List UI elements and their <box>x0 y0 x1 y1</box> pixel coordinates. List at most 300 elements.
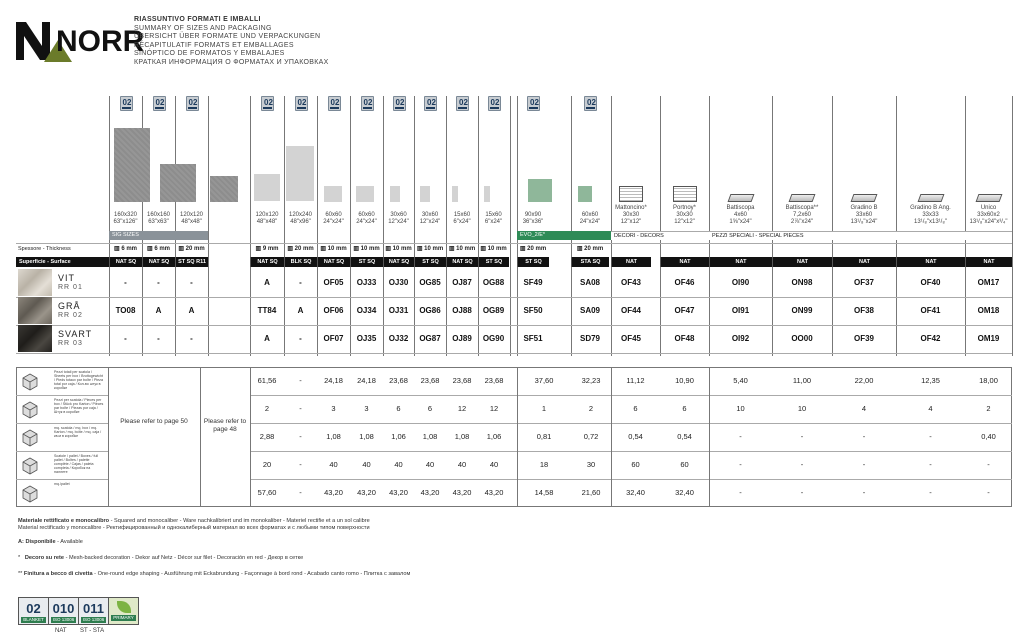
cert-small: BLANKET <box>21 617 46 623</box>
size-mm: 60x60 <box>358 212 375 218</box>
thickness-value: ▥ 20 mm <box>576 246 604 252</box>
packaging-value: 43,20 <box>389 488 408 497</box>
packaging-value: - <box>929 460 932 469</box>
size-mm: 90x90 <box>524 212 542 218</box>
rect-bold: Materiale rettificato e monocalibro <box>18 518 110 524</box>
cert-big: 010 <box>52 601 75 616</box>
product-code: SF49 <box>523 278 543 287</box>
package-icon <box>20 427 40 447</box>
thickness-value: ▥ 10 mm <box>480 246 507 252</box>
packaging-value: 60 <box>631 460 640 469</box>
avail-text: - Available <box>55 539 83 545</box>
cert-badge-icon <box>108 597 139 625</box>
refer-note: Please refer to page 48 <box>203 418 247 433</box>
packaging-value: - <box>929 488 932 497</box>
size-inch: 24"x24" <box>579 219 601 225</box>
product-code: OF37 <box>853 278 874 287</box>
band-pezzi: PEZZI SPECIALI - SPECIAL PIECES <box>709 231 1012 240</box>
size-mm: 33x60 <box>855 212 873 218</box>
surface-value: NAT <box>896 257 965 267</box>
cert-small: ISO 13006 <box>52 617 75 622</box>
packaging-value: 0,54 <box>628 432 643 441</box>
product-code: ON99 <box>791 306 813 315</box>
thickness-value: ▥ 10 mm <box>385 246 412 252</box>
product-code: OM18 <box>977 306 1000 315</box>
finitura-bold: Finitura a becco di civetta <box>23 571 93 577</box>
size-inch: 12"x12" <box>620 219 642 225</box>
material-badge-icon: 02 <box>527 96 540 111</box>
product-code: OG87 <box>419 334 441 343</box>
size-label <box>611 205 651 226</box>
surface-value: NAT <box>660 257 709 267</box>
product-code: OO00 <box>791 334 813 343</box>
size-inch: 12"x12" <box>674 219 695 225</box>
material-badge-icon: 02 <box>153 96 166 111</box>
packaging-value: 4 <box>861 404 867 413</box>
thickness-value: ▥ 10 mm <box>353 246 380 252</box>
size-inch: 6"x24" <box>484 219 503 225</box>
packaging-value: - <box>299 460 302 469</box>
cert-big: 02 <box>26 601 41 616</box>
decoro-bold: Decoro su rete <box>24 555 65 561</box>
size-label <box>709 205 772 226</box>
size-inch: 13¹/₈"x24" <box>850 219 878 225</box>
packaging-value: 2 <box>588 404 594 413</box>
refer-note: Please refer to page 50 <box>120 418 188 425</box>
colour-code: RR 02 <box>58 312 83 319</box>
packaging-value: 40 <box>489 460 499 469</box>
size-inch: 2⅞"x24" <box>790 219 814 225</box>
size-label <box>896 205 965 226</box>
material-badge-icon: 02 <box>393 96 406 111</box>
size-label <box>965 205 1012 226</box>
packaging-value: - <box>987 460 990 469</box>
packaging-value: 10 <box>797 404 807 413</box>
size-mm: 120x120 <box>179 212 204 218</box>
stone-swatch <box>18 297 52 324</box>
column-divider <box>108 367 109 507</box>
piece-icon <box>851 194 878 202</box>
package-icon <box>20 371 40 391</box>
packaging-value: 30 <box>586 460 596 469</box>
title-line: RÉCAPITULATIF FORMATS ET EMBALLAGES <box>134 41 294 49</box>
product-code: - <box>157 334 160 343</box>
packaging-value: 1,06 <box>486 432 502 441</box>
piece-name: Portnoy* <box>672 205 696 211</box>
packaging-value: 2 <box>986 404 991 413</box>
product-code: OJ88 <box>452 306 472 315</box>
colour-name: SVART <box>58 329 93 339</box>
packaging-value: 20 <box>262 460 272 469</box>
surface-value: STA SQ <box>571 257 609 267</box>
row-divider <box>16 479 108 480</box>
packaging-label: mq./pallet <box>54 482 70 486</box>
rect-text: - Squared and monocaliber - Ware nachkalibriert und im monokaliber - Materiel rectifie et a un sol calibre <box>109 518 370 524</box>
packaging-label: Pezzi per scatola / Pieces per box / Stück pro Karton / Pièces par boîte / Piezas por caja / Штук в коробке <box>54 398 104 414</box>
size-swatch <box>452 186 458 202</box>
product-code: - <box>124 278 127 287</box>
cert-small: ISO 13006 <box>82 617 105 622</box>
product-code: A <box>297 306 304 315</box>
size-inch: 13¹/₈"x24"x³/₄" <box>969 219 1008 225</box>
packaging-value: 12 <box>457 404 467 413</box>
material-badge-icon: 02 <box>186 96 199 111</box>
packaging-value: 10 <box>736 404 745 413</box>
thickness-label: Spessore - Thickness <box>18 246 71 252</box>
size-label <box>478 212 509 226</box>
packaging-label: Pezzi totali per scatola / Sheets per box / Bruttogewicht / Pieds totaux par boîte / Pieza total por caja / Кол-во штук в коробке <box>54 370 103 390</box>
packaging-value: - <box>299 404 302 413</box>
packaging-value: - <box>987 488 990 497</box>
surface-value: NAT SQ <box>446 257 478 267</box>
size-mm: 30x30 <box>676 212 693 218</box>
product-code: OF07 <box>323 334 344 343</box>
cert-big: 011 <box>83 601 104 616</box>
packaging-value: 1,08 <box>454 432 470 441</box>
package-icon <box>20 399 40 419</box>
product-code: OF43 <box>620 278 641 287</box>
packaging-label: Scatole / pallet / Boxes / full pallet / Boîtes / palette complète / Cajas / paleta completa / Коробок на паллете <box>54 454 99 474</box>
packaging-value: 3 <box>364 404 369 413</box>
size-inch: 6"x24" <box>453 219 471 225</box>
surface-value: NAT SQ <box>383 257 414 267</box>
product-code: OF40 <box>920 278 941 287</box>
size-mm: 120x240 <box>288 212 313 218</box>
column-divider <box>611 367 612 507</box>
surface-value: NAT SQ <box>250 257 284 267</box>
product-code: OF45 <box>620 334 641 343</box>
surface-value: ST SQ <box>350 257 383 267</box>
colour-code: RR 01 <box>58 284 83 291</box>
cert-badge-icon <box>48 597 79 625</box>
piece-icon <box>975 194 1002 202</box>
product-code: OF48 <box>674 334 695 343</box>
packaging-value: 22,00 <box>854 376 874 385</box>
packaging-value: - <box>739 460 742 469</box>
band-evo: EVO_2/E* <box>517 231 611 240</box>
packaging-value: 4 <box>928 404 933 413</box>
size-mm: 15x60 <box>485 212 502 218</box>
thickness-value: ▥ 9 mm <box>255 246 279 252</box>
size-inch: 63"x63" <box>148 219 169 225</box>
size-swatch <box>390 186 400 202</box>
cert-label-nat: NAT <box>55 628 67 634</box>
product-code: - <box>190 334 193 343</box>
piece-icon <box>727 194 754 202</box>
size-swatch <box>286 146 314 201</box>
packaging-value: 23,68 <box>389 376 408 385</box>
stone-swatch <box>18 325 52 352</box>
size-swatch <box>210 176 238 202</box>
finitura-text: - One-round edge shaping - Ausführung mit Eckabrundung - Façonnage à bord rond - Acabado canto romo - Плитка с завалом <box>92 571 411 577</box>
thickness-value: ▥ 20 mm <box>178 246 205 252</box>
colour-name: GRÅ <box>58 301 81 311</box>
thickness-value: ▥ 10 mm <box>448 246 476 252</box>
package-icon <box>20 483 40 503</box>
row-divider <box>16 451 108 452</box>
surface-value: NAT <box>772 257 832 267</box>
leaf-icon <box>117 601 131 613</box>
title-line: SINÓPTICO DE FORMATOS Y EMBALAJES <box>134 50 285 58</box>
packaging-value: 43,20 <box>357 488 376 497</box>
thickness-value: ▥ 20 mm <box>519 246 547 252</box>
product-code: SF50 <box>523 306 543 315</box>
product-code: ON98 <box>791 278 813 287</box>
packaging-value: - <box>862 432 866 441</box>
size-label <box>517 212 549 226</box>
material-badge-icon: 02 <box>328 96 341 111</box>
product-code: OJ89 <box>452 334 472 343</box>
packaging-value: - <box>862 488 866 497</box>
product-code: OF38 <box>853 306 874 315</box>
product-code: A <box>264 334 270 343</box>
size-swatch <box>484 186 490 202</box>
avail-bold: A: Disponibile <box>18 539 56 545</box>
size-mm: 120x120 <box>255 212 279 218</box>
size-mm: 30x60 <box>390 212 407 218</box>
size-label <box>383 212 414 226</box>
piece-icon <box>673 186 697 202</box>
packaging-value: 43,20 <box>420 488 440 497</box>
product-code: OI91 <box>731 306 750 315</box>
size-inch: 63"x126" <box>113 219 138 225</box>
piece-name: Unico <box>980 205 997 211</box>
packaging-value: 18,00 <box>979 376 998 385</box>
product-code: OJ34 <box>356 306 377 315</box>
product-code: OM17 <box>977 278 1000 287</box>
thickness-value: ▥ 10 mm <box>416 246 444 252</box>
size-swatch <box>114 128 150 202</box>
product-code: - <box>299 334 302 343</box>
size-swatch <box>160 164 196 202</box>
size-inch: 12"x24" <box>419 219 441 225</box>
piece-icon <box>789 194 816 202</box>
packaging-value: 10,90 <box>675 376 694 385</box>
packaging-value: - <box>299 432 302 441</box>
size-swatch <box>324 186 342 202</box>
product-code: OF46 <box>674 278 695 287</box>
product-code: A <box>155 306 162 315</box>
packaging-value: 5,40 <box>733 376 748 385</box>
row-divider <box>16 423 108 424</box>
packaging-value: 14,58 <box>534 488 554 497</box>
packaging-value: 6 <box>396 404 401 413</box>
size-label <box>175 212 208 226</box>
product-code: OJ35 <box>356 334 377 343</box>
packaging-value: 1,08 <box>422 432 438 441</box>
piece-name: Battiscopa** <box>785 205 819 211</box>
product-code: OF06 <box>323 306 344 315</box>
title-line: SUMMARY OF SIZES AND PACKAGING <box>134 24 272 32</box>
packaging-value: 40 <box>329 460 338 469</box>
packaging-value: - <box>800 460 804 469</box>
packaging-label: mq. scatola / mq. box / mq. Karton / mq. boîte / mq. caja / кв.м в коробке <box>54 426 102 438</box>
size-label <box>109 212 142 226</box>
product-code: OJ32 <box>388 334 409 343</box>
size-mm: 33x60x2 <box>977 212 1000 218</box>
product-code: OI90 <box>731 278 750 287</box>
packaging-value: 18 <box>539 460 549 469</box>
size-inch: 24"x24" <box>323 219 344 225</box>
surface-value: ST SQ <box>414 257 446 267</box>
product-code: A <box>188 306 195 315</box>
product-code: OM19 <box>977 334 1000 343</box>
size-inch: 48"x48" <box>256 219 278 225</box>
size-label <box>250 212 284 226</box>
product-code: OF42 <box>920 334 941 343</box>
product-code: OG85 <box>419 278 441 287</box>
package-icon <box>20 455 40 475</box>
size-mm: 60x60 <box>325 212 342 218</box>
size-swatch <box>254 174 280 201</box>
surface-value: ST SQ R11 <box>175 257 208 267</box>
size-swatch <box>578 186 592 202</box>
surface-value: NAT <box>832 257 896 267</box>
product-code: - <box>299 278 302 287</box>
product-code: - <box>157 278 160 287</box>
thickness-value: ▥ 20 mm <box>287 246 314 252</box>
material-badge-icon: 02 <box>424 96 437 111</box>
column-divider <box>200 367 201 507</box>
surface-value: NAT SQ <box>142 257 175 267</box>
cert-small: PRIMARY <box>111 615 136 621</box>
size-swatch <box>420 186 430 202</box>
piece-name: Gradino B <box>850 205 878 211</box>
size-inch: 13¹/₈"x13¹/₈" <box>914 219 947 225</box>
packaging-value: 11,12 <box>626 376 645 385</box>
size-inch: 36"x36" <box>522 219 544 225</box>
title-line: ÜBERSICHT ÜBER FORMATE UND VERPACKUNGEN <box>134 33 321 41</box>
packaging-value: 43,20 <box>324 488 343 497</box>
size-mm: 160x160 <box>146 212 171 218</box>
size-inch: 48"x48" <box>181 219 202 225</box>
piece-icon <box>619 186 643 202</box>
piece-name: Mattoncino* <box>615 205 647 211</box>
packaging-value: 23,68 <box>484 376 504 385</box>
packaging-value: 0,81 <box>536 432 552 441</box>
cert-badge-icon <box>18 597 49 625</box>
packaging-value: 0,54 <box>677 432 692 441</box>
title-line: КРАТКАЯ ИНФОРМАЦИЯ О ФОРМАТАХ И УПАКОВКАХ <box>134 58 329 66</box>
product-code: OJ30 <box>388 278 409 287</box>
surface-value: NAT <box>965 257 1012 267</box>
column-divider <box>517 367 518 507</box>
size-label <box>317 212 350 226</box>
cert-badge-icon <box>78 597 109 625</box>
packaging-value: - <box>739 488 742 497</box>
size-mm: 4x60 <box>733 212 747 218</box>
packaging-value: 6 <box>633 404 638 413</box>
surface-value: ST SQ <box>478 257 509 267</box>
size-mm: 7,2x60 <box>792 212 811 218</box>
band-decori: DECORI - DECORS <box>611 231 709 240</box>
packaging-value: 40 <box>362 460 371 469</box>
packaging-value: 12 <box>489 404 499 413</box>
size-swatch <box>528 179 552 202</box>
thickness-value: ▥ 10 mm <box>320 246 347 252</box>
thickness-value: ▥ 6 mm <box>113 246 137 252</box>
column-divider <box>1012 96 1013 356</box>
product-code: A <box>264 278 270 287</box>
rect-text-2: Material rectificado y monocalibre - Ректифицированный и однокалиберный материал во всех форматах и с любыми типом поверхности <box>18 525 370 531</box>
packaging-value: 1,08 <box>359 432 374 441</box>
packaging-value: - <box>862 460 866 469</box>
packaging-value: 0,40 <box>981 432 996 441</box>
product-code: SA08 <box>579 278 600 287</box>
product-code: SD79 <box>579 334 600 343</box>
piece-name: Battiscopa <box>726 205 755 211</box>
material-badge-icon: 02 <box>120 96 133 111</box>
product-code: OJ33 <box>356 278 377 287</box>
packaging-value: - <box>299 376 302 385</box>
surface-value: NAT SQ <box>109 257 142 267</box>
product-code: TO08 <box>115 306 136 315</box>
packaging-value: 40 <box>425 460 435 469</box>
thickness-value: ▥ 6 mm <box>146 246 170 252</box>
packaging-value: 21,60 <box>581 488 601 497</box>
surface-value: ST SQ <box>517 257 549 267</box>
colour-code: RR 03 <box>58 340 83 347</box>
size-label <box>142 212 175 226</box>
size-inch: 12"x24" <box>388 219 409 225</box>
product-code: OG88 <box>482 278 505 287</box>
surface-value: NAT <box>709 257 772 267</box>
size-mm: 30x30 <box>622 212 640 218</box>
packaging-value: 60 <box>680 460 689 469</box>
material-badge-icon: 02 <box>261 96 274 111</box>
surface-value: NAT <box>611 257 651 267</box>
product-code: - <box>190 278 193 287</box>
packaging-value: 11,00 <box>792 376 812 385</box>
material-badge-icon: 02 <box>584 96 597 111</box>
product-code: OF47 <box>674 306 695 315</box>
material-badge-icon: 02 <box>456 96 469 111</box>
product-code: OJ87 <box>452 278 472 287</box>
packaging-value: 2 <box>264 404 270 413</box>
product-code: TT84 <box>257 306 277 315</box>
surface-label: Superficie - Surface <box>16 257 109 267</box>
material-badge-icon: 02 <box>295 96 308 111</box>
packaging-value: 6 <box>682 404 687 413</box>
title-line: RIASSUNTIVO FORMATI E IMBALLI <box>134 16 261 23</box>
size-label <box>772 205 832 226</box>
size-label <box>571 212 609 226</box>
size-swatch <box>356 186 374 202</box>
packaging-value: 32,40 <box>626 488 645 497</box>
product-code: SA09 <box>579 306 600 315</box>
product-code: - <box>124 334 127 343</box>
brand-text: NORR <box>56 25 145 58</box>
column-divider <box>250 367 251 507</box>
size-inch: 24"x24" <box>356 219 377 225</box>
packaging-value: - <box>800 432 804 441</box>
colour-name: VIT <box>58 273 76 283</box>
packaging-value: 57,60 <box>257 488 277 497</box>
packaging-value: 12,35 <box>921 376 940 385</box>
packaging-value: - <box>929 432 932 441</box>
product-code: OJ31 <box>388 306 409 315</box>
packaging-value: 6 <box>427 404 433 413</box>
product-code: OF41 <box>920 306 941 315</box>
packaging-value: 23,68 <box>452 376 472 385</box>
packaging-value: - <box>739 432 742 441</box>
packaging-value: 3 <box>331 404 336 413</box>
product-code: OF44 <box>620 306 641 315</box>
packaging-value: 43,20 <box>484 488 504 497</box>
size-label <box>350 212 383 226</box>
packaging-value: 1,08 <box>326 432 341 441</box>
size-label <box>446 212 478 226</box>
